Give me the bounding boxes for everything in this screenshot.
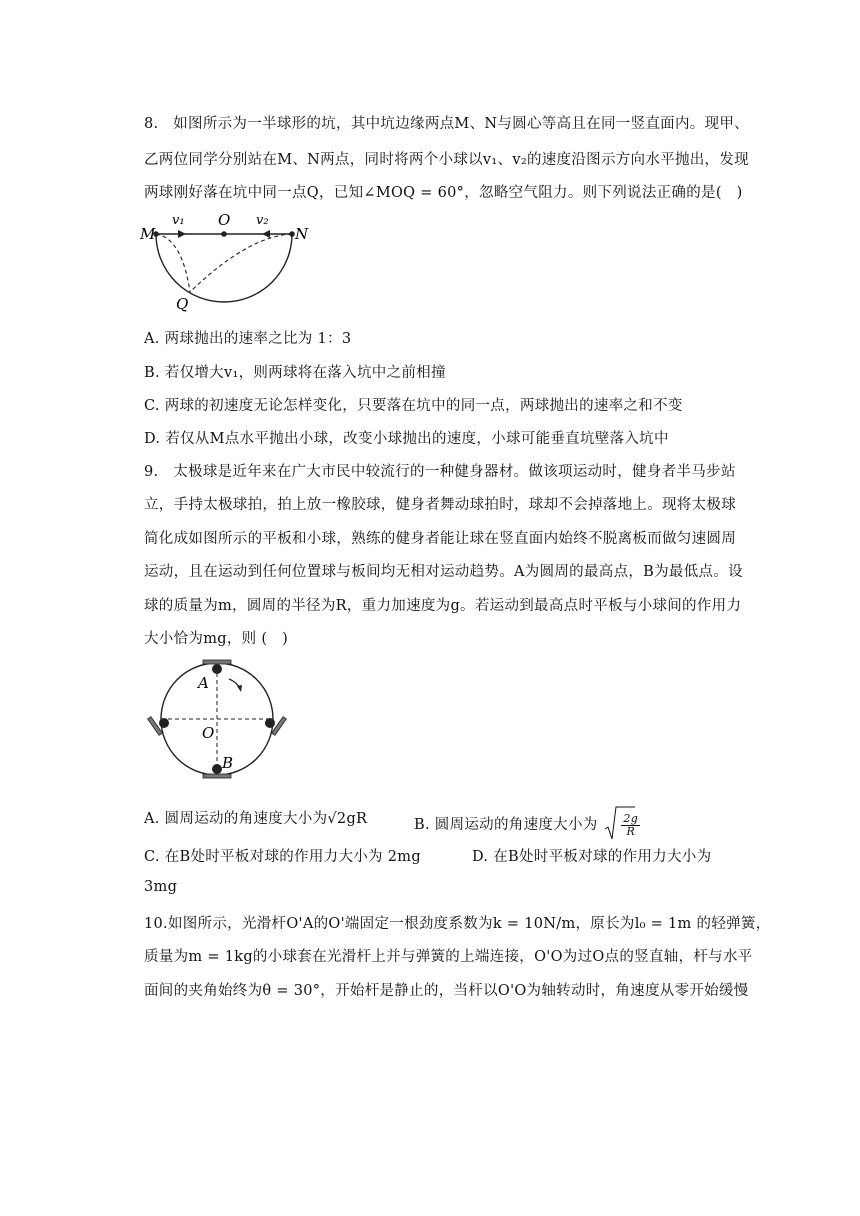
q8-hemisphere-figure	[138, 208, 318, 313]
fraction-numerator: 2g	[623, 811, 639, 825]
fraction-denominator: R	[626, 824, 636, 838]
q10-stem-line-2: 质量为m = 1kg的小球套在光滑杆上并与弹簧的上端连接，O'O为过O点的竖直轴，杆与水平	[144, 949, 753, 965]
q9-stem-line-4: 运动，且在运动到任何位置球与板间均无相对运动趋势。A为圆周的最高点，B为最低点。设	[144, 564, 743, 580]
label-v1: v₁	[172, 213, 185, 228]
q9-stem-line-1: 9. 太极球是近年来在广大市民中较流行的一种健身器材。做该项运动时，健身者半马步站	[144, 464, 736, 480]
point-o	[221, 231, 227, 237]
q10-stem-line-3: 面间的夹角始终为θ = 30°，开始杆是静止的，当杆以O'O为轴转动时，角速度从零开始缓慢	[144, 983, 749, 999]
q9-stem-line-2: 立，手持太极球拍，拍上放一橡胶球，健身者舞动球拍时，球却不会掉落地上。现将太极球	[144, 497, 736, 513]
trajectory-m	[156, 234, 190, 292]
ball-left	[159, 718, 169, 728]
ball-right	[265, 718, 275, 728]
label-o: O	[218, 211, 231, 229]
ball-top	[212, 664, 222, 674]
label-n: N	[295, 225, 309, 243]
fraction	[621, 813, 640, 838]
paddle-top	[203, 660, 231, 664]
sqrt-fraction	[605, 807, 641, 843]
q9-option-a: A. 圆周运动的角速度大小为√2gR	[144, 811, 368, 827]
ball-bottom	[212, 764, 222, 774]
q10-stem-line-1: 10.如图所示，光滑杆O'A的O'端固定一根劲度系数为k = 10N/m，原长为l₀ = 1m 的轻弹簧，	[144, 916, 771, 932]
q9-stem-line-3: 简化成如图所示的平板和小球，熟练的健身者能让球在竖直面内始终不脱离板而做匀速圆周	[144, 531, 736, 547]
q9-taiji-figure	[145, 658, 295, 783]
paddle-bottom	[203, 774, 231, 778]
trajectory-n	[190, 234, 292, 292]
q8-option-a: A. 两球抛出的速率之比为 1：3	[144, 331, 352, 347]
radical-sign	[605, 807, 617, 843]
q9-option-c: C. 在B处时平板对球的作用力大小为 2mg	[144, 849, 421, 865]
q8-option-b: B. 若仅增大v₁，则两球将在落入坑中之前相撞	[144, 365, 446, 381]
q8-option-c: C. 两球的初速度无论怎样变化，只要落在坑中的同一点，两球抛出的速率之和不变	[144, 398, 683, 414]
pit-arc	[156, 234, 292, 302]
label-b: B	[222, 754, 234, 772]
q9-option-d-continued: 3mg	[144, 879, 178, 895]
q9-option-b	[414, 807, 640, 843]
q8-stem-line-1: 8. 如图所示为一半球形的坑，其中坑边缘两点M、N与圆心等高且在同一竖直面内。现甲、	[144, 116, 749, 132]
rotation-arrowhead	[237, 685, 242, 692]
label-m: M	[140, 225, 156, 243]
v2-arrow	[262, 230, 270, 238]
q8-stem-line-2: 乙两位同学分别站在M、N两点，同时将两个小球以v₁、v₂的速度沿图示方向水平抛出，发现	[144, 152, 749, 168]
q8-option-d: D. 若仅从M点水平抛出小球，改变小球抛出的速度，小球可能垂直坑壁落入坑中	[144, 431, 669, 447]
label-a: A	[198, 674, 209, 692]
q8-stem-line-3: 两球刚好落在坑中同一点Q，已知∠MOQ = 60°，忽略空气阻力。则下列说法正确的是( )	[144, 185, 743, 201]
option-b-text: B. 圆周运动的角速度大小为	[414, 817, 598, 833]
v1-arrow	[178, 230, 186, 238]
q9-stem-line-5: 球的质量为m，圆周的半径为R，重力加速度为g。若运动到最高点时平板与小球间的作用力	[144, 598, 742, 614]
q9-stem-line-6: 大小恰为mg，则 ( )	[144, 631, 289, 647]
label-o: O	[202, 724, 215, 742]
label-q: Q	[176, 295, 189, 313]
label-v2: v₂	[256, 213, 269, 228]
q9-option-d: D. 在B处时平板对球的作用力大小为	[472, 849, 712, 865]
